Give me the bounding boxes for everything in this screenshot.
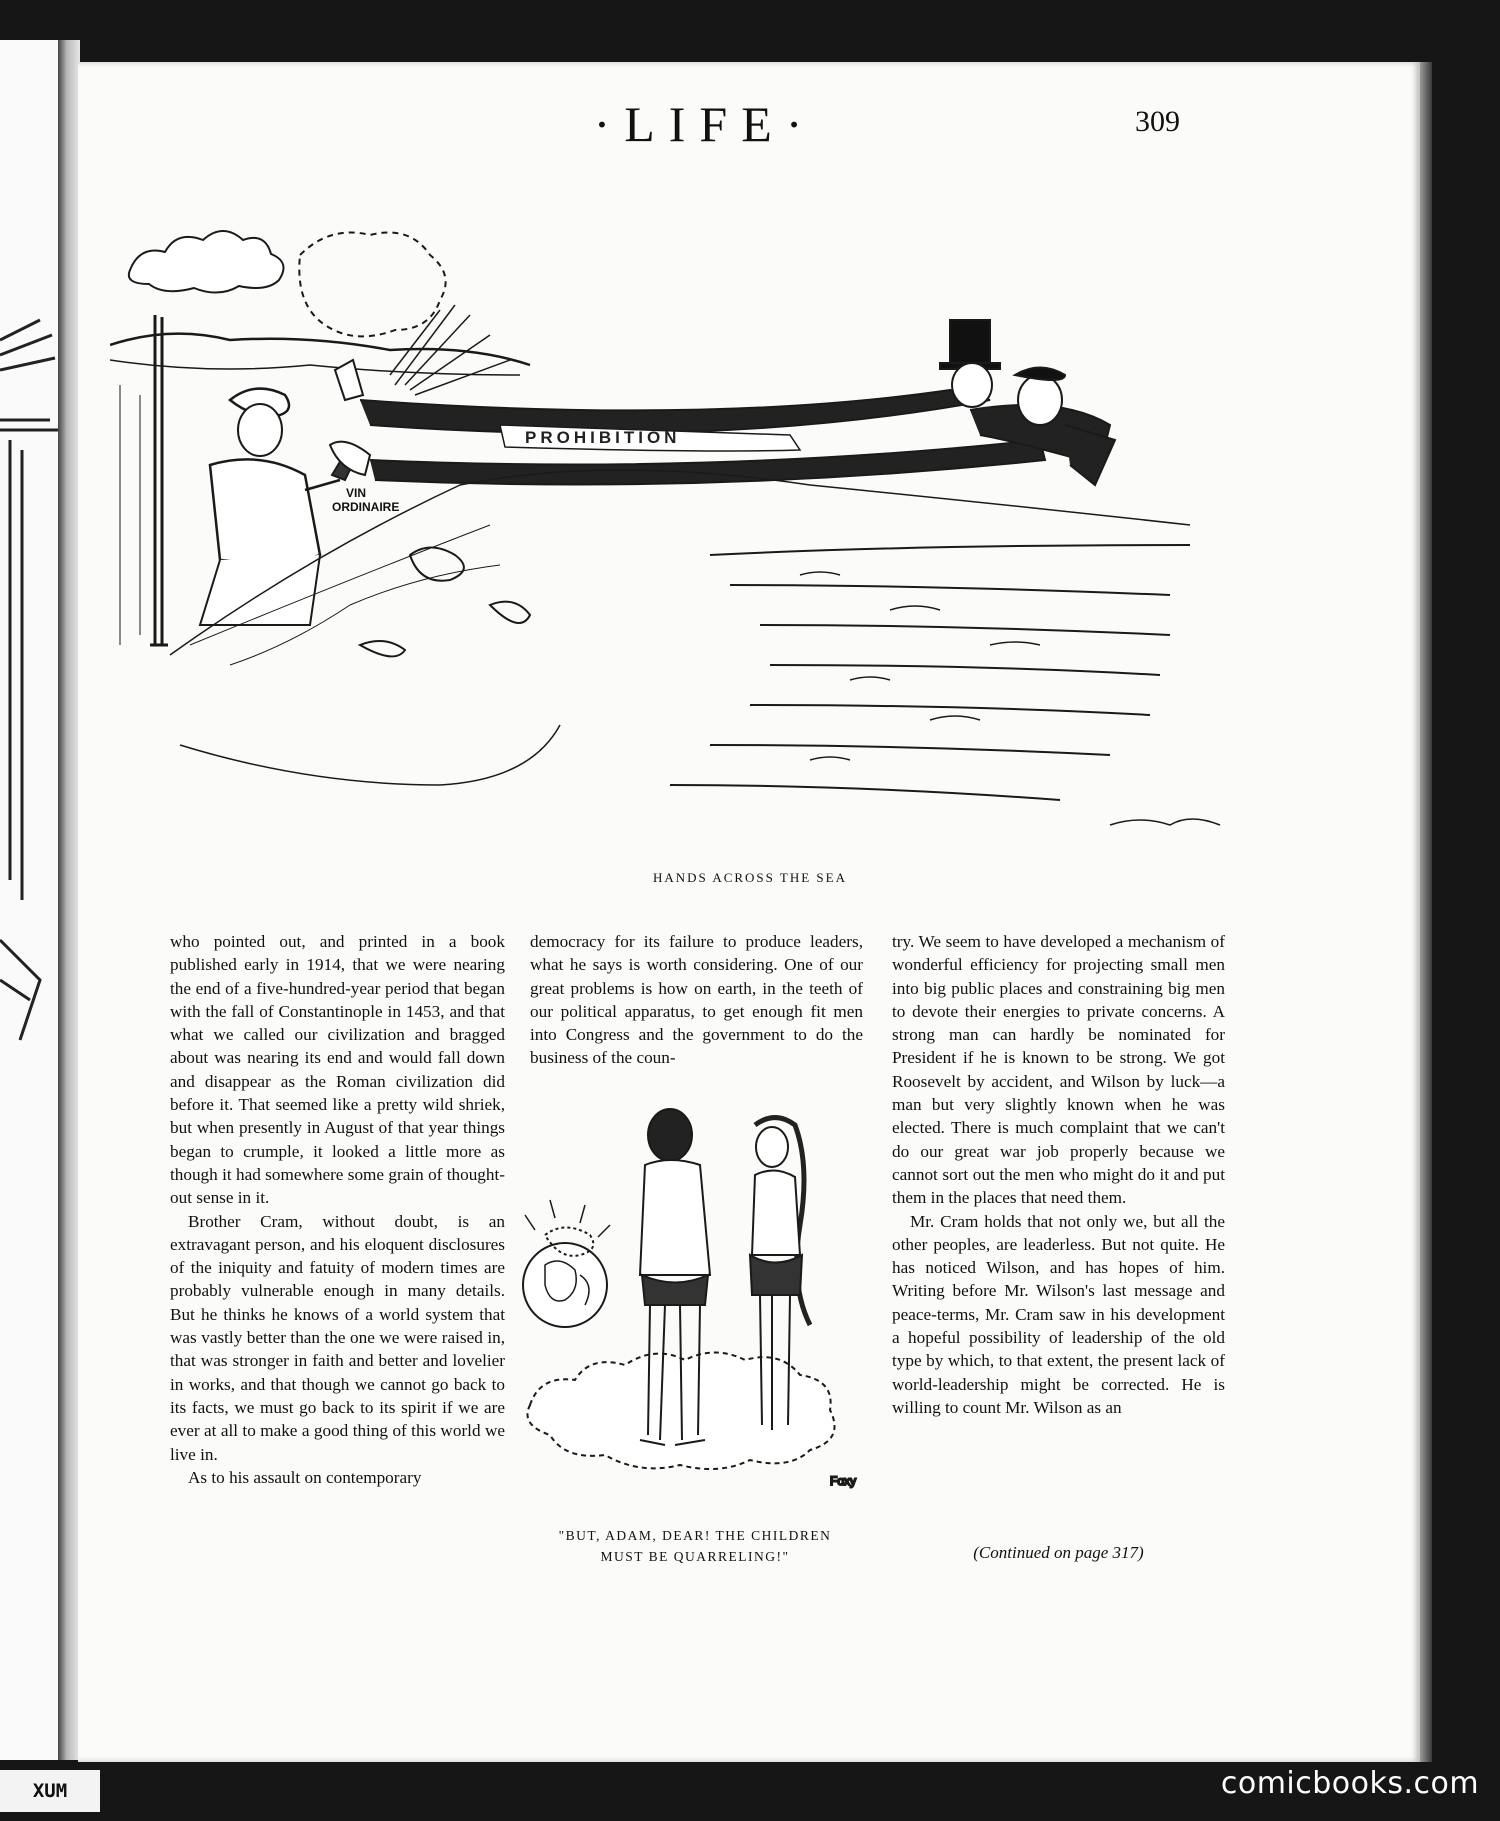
bottle-label-line2: ORDINAIRE bbox=[332, 500, 400, 514]
bottle-label-line1: VIN bbox=[346, 486, 367, 500]
page-header bbox=[0, 95, 1500, 165]
column2-paragraph-1: democracy for its failure to produce leaders, what he says is worth considering. One of our great problems is how on earth, in the teeth of our political apparatus, to get enough fit men into Congress and the government to do the business of the coun- bbox=[530, 932, 863, 1068]
column1-paragraph-1: who pointed out, and printed in a book published early in 1914, that we were nearing the end of a five-hundred-year period that began with the fall of Constantinople in 1453, and that what we called our civilization and bragged about was nearing its end and would fall down and disappear as the Roman civilization did before it. That seemed like a pretty wild shriek, but when presently in August of that year things began to crumple, it looked a little more as though it had somewhere some grain of thought-out sense in it. bbox=[170, 932, 505, 1208]
adjacent-page-edge bbox=[0, 40, 61, 1760]
cartoon-caption-top: HANDS ACROSS THE SEA bbox=[653, 870, 847, 885]
text-column-2 bbox=[530, 930, 863, 1070]
column3-paragraph-2: Mr. Cram holds that not only we, but all the other peoples, are leaderless. But not quite. He has noticed Wilson, and has hopes of him. Writing before Mr. Wilson's last message and peace-terms, Mr. Cram saw in his development a hopeful possibility of leadership of the old type by which, to that extent, the present lack of world-leadership might be corrected. He is willing to count Mr. Wilson as an bbox=[892, 1211, 1225, 1417]
prohibition-banner-text: PROHIBITION bbox=[525, 428, 681, 447]
svg-text:Foxy: Foxy bbox=[830, 1474, 857, 1488]
continued-notice: (Continued on page 317) bbox=[973, 1543, 1144, 1562]
adjacent-page-drawing bbox=[0, 280, 58, 1180]
column1-paragraph-3: As to his assault on contemporary bbox=[188, 1467, 422, 1487]
binding-gutter bbox=[58, 40, 80, 1760]
site-watermark: comicbooks.com bbox=[1220, 1766, 1480, 1801]
text-column-3 bbox=[892, 930, 1225, 1419]
text-column-1 bbox=[170, 930, 505, 1489]
caption-bottom-line1: "BUT, ADAM, DEAR! THE CHILDREN bbox=[558, 1528, 832, 1543]
cartoon-caption-bottom bbox=[520, 1525, 870, 1567]
column1-paragraph-2: Brother Cram, without doubt, is an extravagant person, and his eloquent disclosures of the iniquity and fatuity of modern times are probably vulnerable enough in many details. But he thinks he knows of a world system that was vastly better than the one we were raised in, that was stronger in faith and better and lovelier in works, and that though we cannot go back to its facts, we must go back to its spirit if we are ever at all to make a good thing of this world we live in. bbox=[170, 1211, 505, 1464]
cartoon-hands-across-the-sea bbox=[110, 225, 1295, 855]
scanner-tag: XUM bbox=[0, 1770, 100, 1812]
column3-paragraph-1: try. We seem to have developed a mechanism of wonderful efficiency for projecting small men into big public places and constraining big men to devote their energies to private concerns. A strong man can hardly be nominated for President if he is known to be strong. We got Roosevelt by accident, and Wilson by luck—a man but very slightly known when he was elected. There is much complaint that we can't do our great war job properly because we cannot sort out the men who might do it and put them in the places that need them. bbox=[892, 932, 1225, 1208]
caption-bottom-line2: MUST BE QUARRELING!" bbox=[600, 1549, 790, 1564]
page-number: 309 bbox=[1135, 105, 1180, 138]
cartoon-adam-and-eve bbox=[510, 1105, 880, 1515]
masthead-title: ·LIFE· bbox=[593, 96, 817, 152]
page-edge-shadow bbox=[1420, 62, 1432, 1762]
